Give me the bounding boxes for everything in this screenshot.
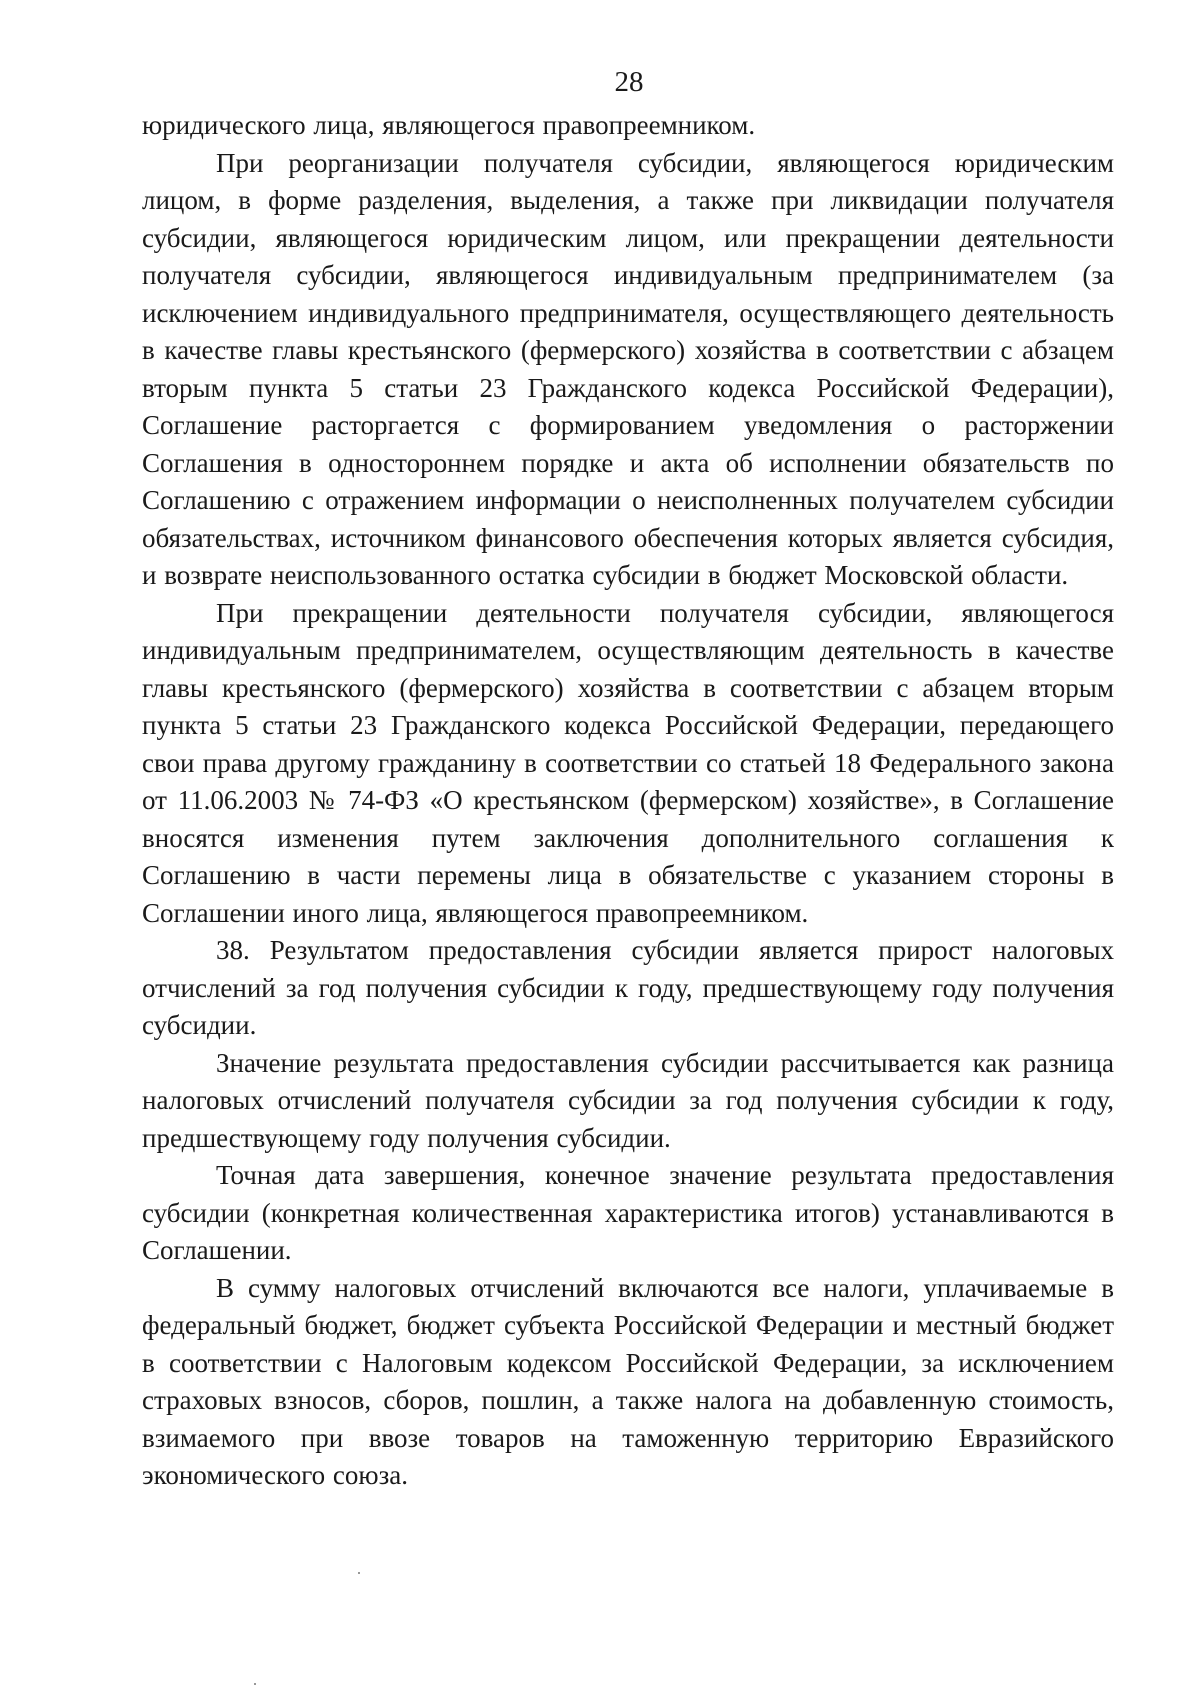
paragraph-tax-sum: В сумму налоговых отчислений включаются все налоги, уплачиваемые в федеральный бюджет, бюджет субъекта Российской Федерации и местный бюджет в соответствии с Налоговым кодексом Российской Федерации, за исключением страховых взносов, сборов, пошлин, а также налога на добавленную стоимость, взимаемого при ввозе товаров на таможенную территорию Евразийского экономического союза. [142,1272,1114,1490]
paragraph-continuation: юридического лица, являющегося правопреемником. [142,110,756,140]
paragraph-item-38: 38. Результатом предоставления субсидии является прирост налоговых отчислений за год получения субсидии к году, предшествующему году получения субсидии. [142,935,1114,1040]
scan-speck [254,1683,256,1685]
paragraph-result-value: Значение результата предоставления субсидии рассчитывается как разница налоговых отчислений получателя субсидии за год получения субсидии к году, предшествующему году получения субсидии. [142,1047,1114,1153]
scan-speck [358,1572,360,1574]
paragraph-exact-date: Точная дата завершения, конечное значение результата предоставления субсидии (конкретная количественная характеристика итогов) устанавливаются в Соглашении. [142,1160,1114,1265]
document-body [142,107,1114,1495]
paragraph-termination-farm: При прекращении деятельности получателя субсидии, являющегося индивидуальным предпринимателем, осуществляющим деятельность в качестве главы крестьянского (фермерского) хозяйства в соответствии с абзацем вторым пункта 5 статьи 23 Гражданского кодекса Российской Федерации, передающего свои права другому гражданину в соответствии со статьей 18 Федерального закона от 11.06.2003 № 74-ФЗ «О крестьянском (фермерском) хозяйстве», в Соглашение вносятся изменения путем заключения дополнительного соглашения к Соглашению в части перемены лица в обязательстве с указанием стороны в Соглашении иного лица, являющегося правопреемником. [142,597,1114,928]
paragraph-reorganization: При реорганизации получателя субсидии, являющегося юридическим лицом, в форме разделения, выделения, а также при ликвидации получателя субсидии, являющегося юридическим лицом, или прекращении деятельности получателя субсидии, являющегося индивидуальным предпринимателем (за исключением индивидуального предпринимателя, осуществляющего деятельность в качестве главы крестьянского (фермерского) хозяйства в соответствии с абзацем вторым пункта 5 статьи 23 Гражданского кодекса Российской Федерации), Соглашение расторгается с формированием уведомления о расторжении Соглашения в одностороннем порядке и акта об исполнении обязательств по Соглашению с отражением информации о неисполненных получателем субсидии обязательствах, источником финансового обеспечения которых является субсидия, и возврате неиспользованного остатка субсидии в бюджет Московской области. [142,147,1114,590]
page-number: 28 [614,66,644,98]
